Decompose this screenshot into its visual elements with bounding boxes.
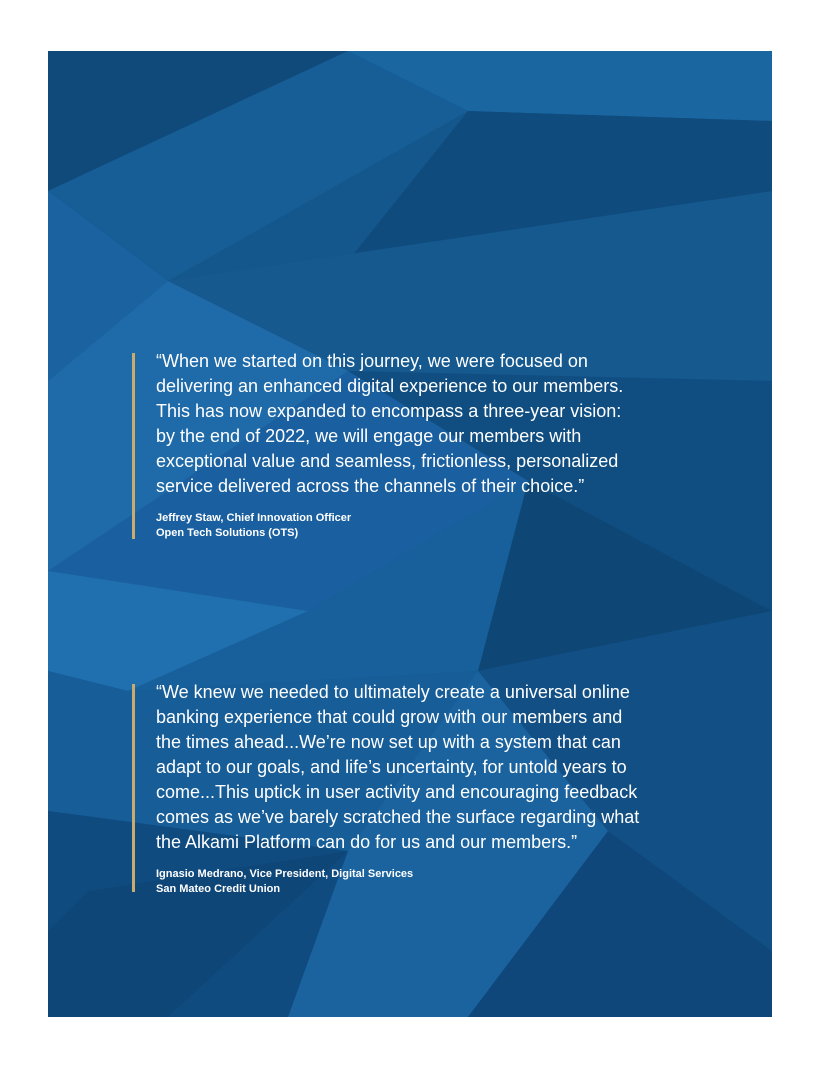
attribution-organization: San Mateo Credit Union xyxy=(156,883,281,895)
quote-block-1 xyxy=(132,349,692,541)
quote-attribution xyxy=(156,867,692,897)
gold-accent-rule xyxy=(132,353,135,539)
quote-block-2 xyxy=(132,680,692,897)
attribution-name-title: Jeffrey Staw, Chief Innovation Officer xyxy=(156,512,352,524)
blue-faceted-panel xyxy=(48,51,772,1017)
attribution-name-title: Ignasio Medrano, Vice President, Digital Services xyxy=(156,868,414,880)
gold-accent-rule xyxy=(132,684,135,892)
quote-text: “We knew we needed to ultimately create a universal online banking experience that could grow with our members and the times ahead...We’re now set up with a system that can adapt to our goals, and life’s uncertainty, for untold years to come...This uptick in user activity and encouraging feedback comes as we’ve barely scratched the surface regarding what the Alkami Platform can do for us and our members.” xyxy=(156,682,640,852)
quote-text: “When we started on this journey, we were focused on delivering an enhanced digital experience to our members. This has now expanded to encompass a three-year vision: by the end of 2022, we will engage our members with exceptional value and seamless, frictionless, personalized service delivered across the channels of their choice.” xyxy=(156,351,624,496)
quote-attribution xyxy=(156,511,692,541)
attribution-organization: Open Tech Solutions (OTS) xyxy=(156,527,299,539)
